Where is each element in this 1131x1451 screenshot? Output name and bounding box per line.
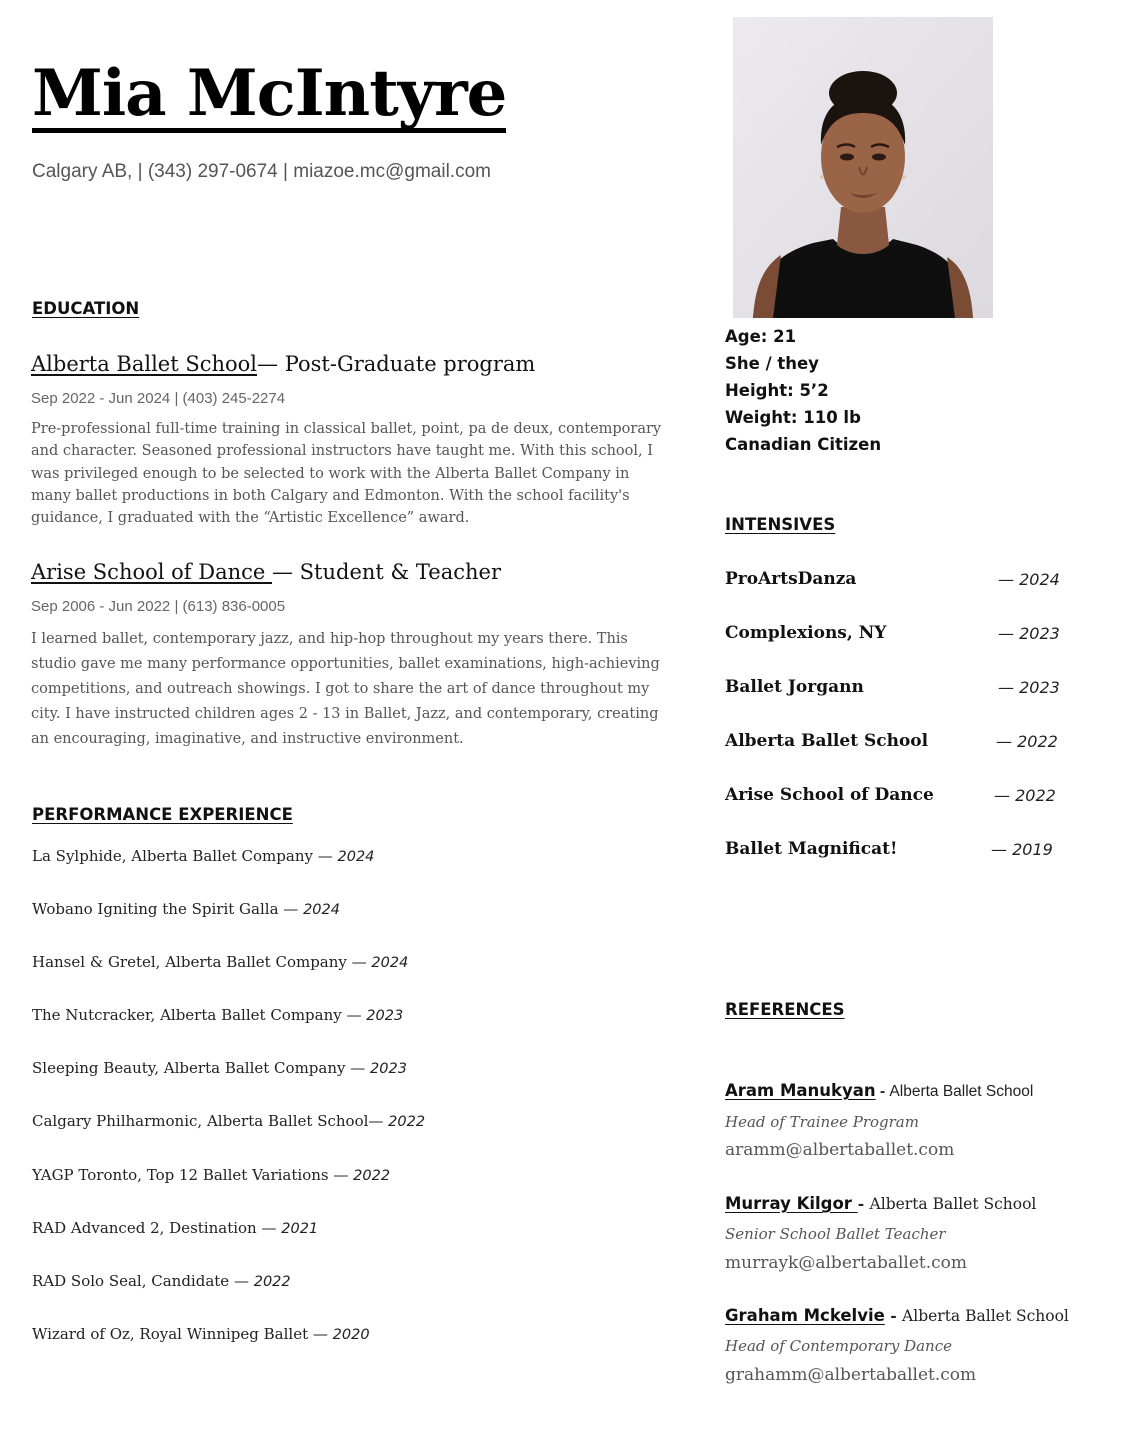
intensive-year: — 2022 — [994, 786, 1056, 805]
performance-item — [32, 1112, 425, 1130]
education-description: Pre-professional full-time training in classical ballet, point, pa de deux, contemporary and character. Seasoned professional instructors have taught me. With this school, I was privileged enough to be selected to work with the Alberta Ballet Company in many ballet productions in both Calgary and Edmonton. With the school facility's guidance, I graduated with the “Artistic Excellence” award. — [31, 421, 662, 527]
performance-year: 2024 — [303, 902, 340, 918]
education-school-name: Arise School of Dance — [31, 560, 272, 584]
reference-name: Murray Kilgor — [725, 1194, 858, 1213]
weight-text: Weight: 110 lb — [725, 408, 861, 427]
performance-year: 2022 — [353, 1168, 391, 1184]
intensive-year: — 2019 — [991, 840, 1053, 859]
resume-name: Mia McIntyre — [32, 56, 507, 131]
performance-title: Hansel & Gretel, Alberta Ballet Company — — [32, 953, 372, 971]
contact-line: Calgary AB, | (343) 297-0674 | miazoe.mc@gmail.com — [32, 161, 491, 182]
performance-title: Wizard of Oz, Royal Winnipeg Ballet — — [32, 1325, 333, 1343]
intensive-year: — 2024 — [998, 570, 1060, 589]
reference-header — [725, 1081, 1033, 1101]
performance-year: 2024 — [371, 955, 409, 971]
performance-item — [32, 847, 374, 865]
education-dates-phone: Sep 2006 - Jun 2022 | (613) 836-0005 — [31, 598, 286, 615]
intensives-heading: INTENSIVES — [725, 515, 836, 534]
intensive-name: Arise School of Dance — [725, 785, 934, 805]
performance-year: 2023 — [366, 1008, 404, 1024]
education-school-name: Alberta Ballet School — [31, 352, 258, 376]
intensive-name: Alberta Ballet School — [725, 731, 929, 751]
reference-email[interactable]: grahamm@albertaballet.com — [725, 1365, 977, 1385]
performance-heading: PERFORMANCE EXPERIENCE — [32, 805, 293, 824]
performance-item — [32, 900, 340, 918]
intensive-name: Complexions, NY — [725, 623, 887, 643]
reference-organization: Alberta Ballet School — [902, 1307, 1069, 1325]
education-entry-title — [31, 352, 535, 376]
performance-item — [32, 1272, 291, 1290]
pronouns-text: She / they — [725, 354, 819, 373]
reference-separator: - — [884, 1306, 903, 1325]
portrait-illustration — [733, 17, 993, 318]
reference-role: Head of Trainee Program — [725, 1113, 919, 1131]
performance-title: YAGP Toronto, Top 12 Ballet Variations — — [32, 1166, 354, 1184]
references-heading: REFERENCES — [725, 1000, 845, 1019]
education-entry-title — [31, 560, 501, 584]
height-text: Height: 5’2 — [725, 381, 829, 400]
performance-title: RAD Advanced 2, Destination — — [32, 1219, 282, 1237]
performance-year: 2020 — [332, 1327, 370, 1343]
performance-title: La Sylphide, Alberta Ballet Company — — [32, 847, 338, 865]
citizenship-text: Canadian Citizen — [725, 435, 882, 454]
performance-title: RAD Solo Seal, Candidate — — [32, 1272, 254, 1290]
education-heading: EDUCATION — [32, 299, 140, 318]
education-description: I learned ballet, contemporary jazz, and hip-hop throughout my years there. This studio gave me many performance opportunities, ballet examinations, high-achieving competitions, and outreach showings. I got to share the art of dance throughout my city. I have instructed children ages 2 - 13 in Ballet, Jazz, and contemporary, creating an encouraging, imaginative, and instructive environment. — [31, 631, 660, 747]
reference-separator: - — [857, 1194, 870, 1213]
education-program: — Student & Teacher — [272, 560, 501, 584]
performance-item — [32, 1166, 390, 1184]
education-dates-phone: Sep 2022 - Jun 2024 | (403) 245-2274 — [31, 390, 286, 407]
reference-role: Senior School Ballet Teacher — [725, 1225, 946, 1243]
performance-year: 2021 — [281, 1221, 319, 1237]
performance-title: Wobano Igniting the Spirit Galla — — [32, 900, 304, 918]
reference-organization: Alberta Ballet School — [869, 1195, 1037, 1213]
reference-header — [725, 1306, 1069, 1326]
education-program: — Post-Graduate program — [257, 352, 536, 376]
performance-item — [32, 953, 408, 971]
performance-item — [32, 1006, 403, 1024]
intensive-name: Ballet Jorgann — [725, 677, 864, 697]
intensive-year: — 2023 — [998, 678, 1060, 697]
reference-organization: Alberta Ballet School — [889, 1083, 1034, 1100]
performance-year: 2022 — [388, 1114, 426, 1130]
performance-title: The Nutcracker, Alberta Ballet Company — — [32, 1006, 367, 1024]
performance-item — [32, 1059, 407, 1077]
performance-year: 2024 — [337, 849, 375, 865]
intensive-name: ProArtsDanza — [725, 569, 857, 589]
age-text: Age: 21 — [725, 327, 797, 346]
reference-role: Head of Contemporary Dance — [725, 1337, 952, 1355]
intensive-name: Ballet Magnificat! — [725, 839, 898, 859]
reference-email[interactable]: murrayk@albertaballet.com — [725, 1253, 968, 1273]
reference-name: Aram Manukyan — [725, 1081, 876, 1100]
performance-title: Calgary Philharmonic, Alberta Ballet School— — [32, 1112, 389, 1130]
profile-photo — [733, 17, 993, 318]
performance-title: Sleeping Beauty, Alberta Ballet Company — — [32, 1059, 371, 1077]
reference-header — [725, 1194, 1036, 1214]
intensive-year: — 2022 — [996, 732, 1058, 751]
intensive-year: — 2023 — [998, 624, 1060, 643]
performance-item — [32, 1219, 318, 1237]
reference-email[interactable]: aramm@albertaballet.com — [725, 1140, 955, 1160]
performance-item — [32, 1325, 370, 1343]
performance-year: 2023 — [370, 1061, 407, 1077]
reference-name: Graham Mckelvie — [725, 1306, 885, 1325]
reference-separator: - — [875, 1083, 890, 1100]
personal-details — [725, 323, 881, 458]
performance-year: 2022 — [253, 1274, 291, 1290]
